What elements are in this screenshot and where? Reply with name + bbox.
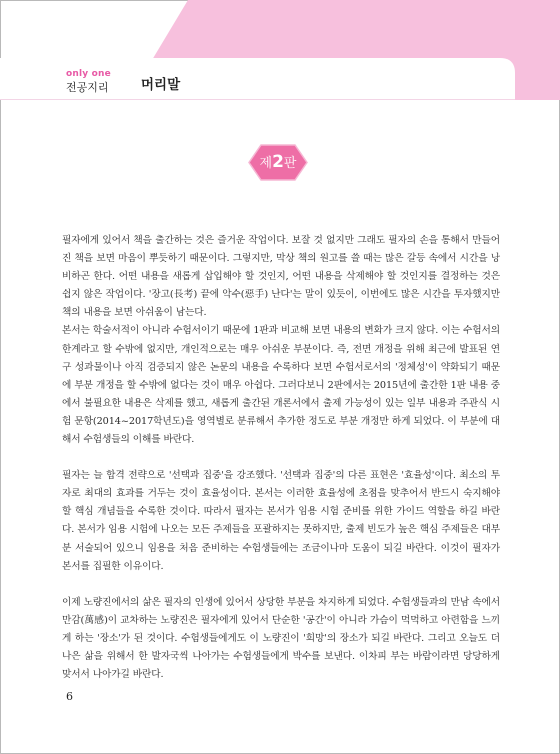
- preface-paragraph-4: 이제 노량진에서의 삶은 필자의 인생에 있어서 상당한 부분을 차지하게 되었다. 수험생들과의 만남 속에서 만감(萬感)이 교차하는 노량진은 필자에게 있어서 단순한 '공간'이 아니라 가슴이 먹먹하고 아련함을 느끼게 하는 '장소'가 된 것이다. 수험생들에게도 이 노량진이 '희망'의 장소가 되길 바란다. 그리고 오늘도 더 나은 삶을 위해서 한 발자국씩 나아가는 수험생들에게 박수를 보낸다. 이차피 부는 바람이라면 당당하게 맞서서 나아가길 바란다.: [62, 596, 500, 681]
- preface-body: [62, 232, 500, 702]
- edition-badge: [248, 144, 308, 181]
- badge-suffix: 판: [283, 156, 297, 171]
- preface-paragraph-1: 필자에게 있어서 책을 출간하는 것은 즐거운 작업이다. 보잘 것 없지만 그래도 필자의 손을 통해서 만들어진 책을 보면 마음이 뿌듯하기 때문이다. 그렇지만, 막상 책의 원고를 쓸 때는 많은 갈등 속에서 시간을 낭비하곤 한다. 어떤 내용을 새롭게 삽입해야 할 것인지, 어떤 내용을 삭제해야 할 것인지를 결정하는 것은 쉽지 않은 작업이다. '장고(長考) 끝에 악수(惡手) 난다'는 말이 있듯이, 이번에도 많은 시간을 투자했지만 책의 내용을 보면 아쉬움이 남는다.: [62, 235, 500, 319]
- section-title: 머리말: [141, 77, 181, 93]
- page-number: 6: [66, 690, 73, 703]
- badge-prefix: 제: [259, 156, 273, 171]
- badge-number: 2: [272, 152, 284, 172]
- preface-paragraph-3: 필자는 늘 합격 전략으로 '선택과 집중'을 강조했다. '선택과 집중'의 다른 표현은 '효율성'이다. 최소의 투자로 최대의 효과를 거두는 것이 효율성이다. 본서는 이러한 효율성에 초점을 맞추어서 반드시 숙지해야 할 핵심 개념들을 수록한 것이다. 따라서 필자는 본서가 임용 시험 준비를 위한 가이드 역할을 하길 바란다. 본서가 임용 시험에 나오는 모든 주제들을 포괄하지는 못하지만, 출제 빈도가 높은 핵심 주제들은 대부분 서술되어 있으니 임용을 처음 준비하는 수험생들에는 조금이나마 도움이 되길 바란다. 이것이 필자가 본서를 집필한 이유이다.: [62, 470, 500, 572]
- brand-series-label: only one: [66, 69, 111, 79]
- preface-paragraph-2: 본서는 학술서적이 아니라 수험서이기 때문에 1판과 비교해 보면 내용의 변화가 크지 않다. 이는 수험서의 한계라고 할 수밖에 없지만, 개인적으로는 매우 아쉬운 부분이다. 즉, 전면 개정을 위해 최근에 발표된 연구 성과물이나 아직 검증되지 않은 논문의 내용을 수록하다 보면 수험서로서의 '정체성'이 약화되기 때문에 부분 개정을 할 수밖에 없다는 것이 매우 아쉽다. 그러다보니 2판에서는 2015년에 출간한 1판 내용 중에서 불필요한 내용은 삭제를 했고, 새롭게 출간된 개론서에서 출제 가능성이 있는 일부 내용과 주관식 시험 문항(2014~2017학년도)을 영역별로 분류해서 추가한 정도로 부분 개정만 하게 되었다. 이 부분에 대해서 수험생들의 이해를 바란다.: [62, 325, 500, 446]
- brand-subject-label: 전공지리: [66, 81, 109, 94]
- book-brand: [66, 69, 111, 95]
